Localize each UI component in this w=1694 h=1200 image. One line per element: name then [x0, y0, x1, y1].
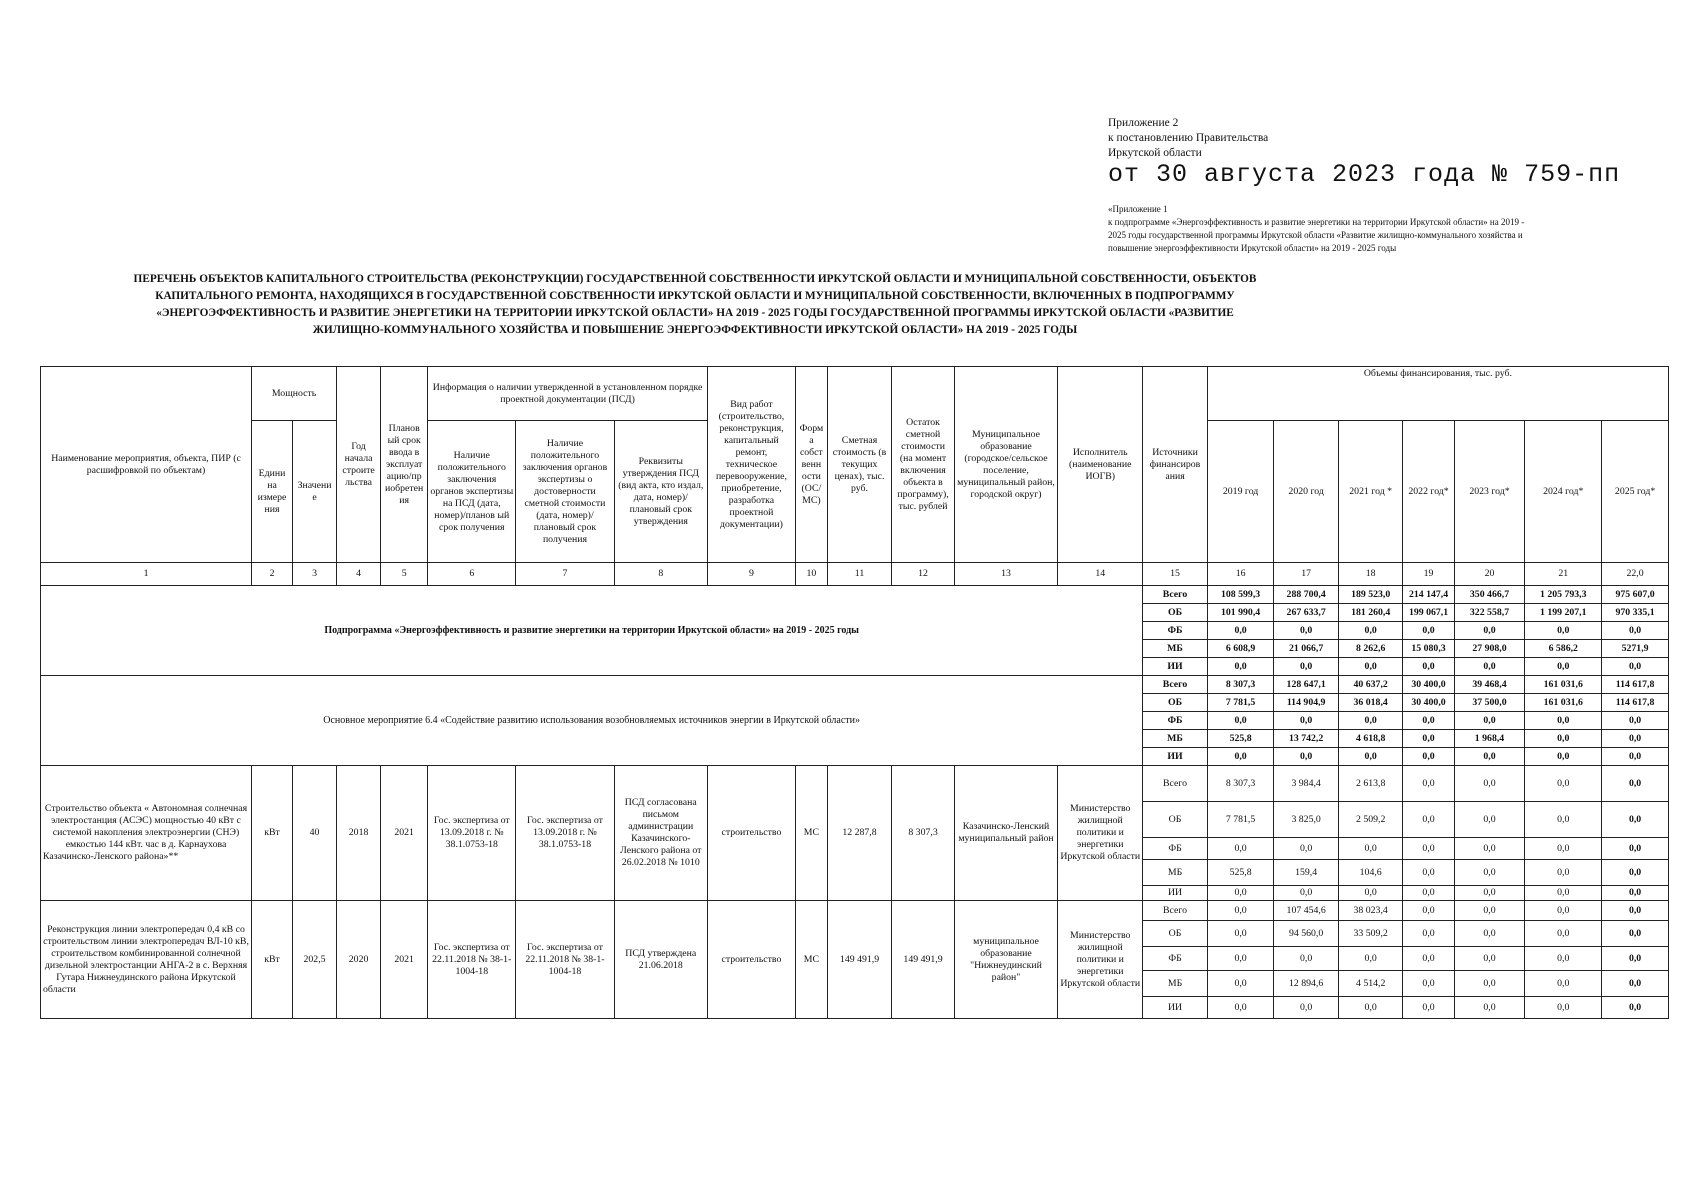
object-expertise: Гос. экспертиза от 13.09.2018 г. № 38.1.0753-18	[428, 766, 516, 901]
funding-value: 114 617,8	[1602, 676, 1669, 694]
funding-value: 4 514,2	[1338, 971, 1403, 997]
funding-value: 161 031,6	[1525, 676, 1602, 694]
header-requisites: Реквизиты утверждения ПСД (вид акта, кто издал, дата, номер)/плановый срок утверждения	[614, 421, 707, 563]
funding-value: 288 700,4	[1274, 586, 1339, 604]
funding-value: 181 260,4	[1338, 604, 1403, 622]
funding-source: Всего	[1143, 766, 1208, 802]
funding-value: 0,0	[1338, 947, 1403, 971]
column-number: 21	[1525, 563, 1602, 586]
column-number: 9	[707, 563, 795, 586]
funding-value: 0,0	[1525, 622, 1602, 640]
header-name: Наименование мероприятия, объекта, ПИР (с расшифровкой по объектам)	[41, 367, 252, 563]
column-number: 8	[614, 563, 707, 586]
funding-value: 0,0	[1274, 886, 1339, 901]
object-capacity: 202,5	[293, 901, 337, 1019]
funding-row	[41, 676, 1669, 694]
funding-value: 0,0	[1454, 802, 1525, 838]
funding-value: 0,0	[1403, 802, 1454, 838]
funding-value: 128 647,1	[1274, 676, 1339, 694]
funding-value: 161 031,6	[1525, 694, 1602, 712]
funding-value: 0,0	[1338, 748, 1403, 766]
funding-value: 199 067,1	[1403, 604, 1454, 622]
subprogram-section	[41, 586, 1669, 676]
column-number: 6	[428, 563, 516, 586]
funding-source: Всего	[1143, 676, 1208, 694]
header-year: 2021 год *	[1338, 421, 1403, 563]
funding-value: 0,0	[1274, 658, 1339, 676]
funding-value: 0,0	[1602, 947, 1669, 971]
object-executor: Министерство жилищной политики и энергетики Иркутской области	[1058, 766, 1143, 901]
header-start-year: Год начала строите льства	[337, 367, 381, 563]
funding-value: 0,0	[1454, 901, 1525, 921]
funding-value: 30 400,0	[1403, 694, 1454, 712]
funding-value: 0,0	[1403, 766, 1454, 802]
funding-value: 0,0	[1525, 886, 1602, 901]
funding-value: 0,0	[1403, 997, 1454, 1019]
column-number: 3	[293, 563, 337, 586]
object-name: Строительство объекта « Автономная солнечная электростанция (АСЭС) мощностью 40 кВт с системой накопления электроэнергии (СНЭ) емкостью 144 кВт. час в д. Карнаухова Казачинско-Ленского района»**	[41, 766, 252, 901]
object-start-year: 2018	[337, 766, 381, 901]
funding-value: 0,0	[1602, 886, 1669, 901]
object-unit: кВт	[252, 901, 293, 1019]
funding-value: 12 894,6	[1274, 971, 1339, 997]
funding-value: 0,0	[1454, 712, 1525, 730]
funding-row	[41, 766, 1669, 802]
object-planned-year: 2021	[381, 766, 428, 901]
funding-value: 0,0	[1454, 622, 1525, 640]
funding-value: 1 205 793,3	[1525, 586, 1602, 604]
quote-line: повышение энергоэффективности Иркутской области» на 2019 - 2025 годы	[1108, 243, 1397, 253]
funding-value: 0,0	[1274, 622, 1339, 640]
appendix-line: к постановлению Правительства	[1108, 132, 1269, 144]
object-work-type: строительство	[707, 766, 795, 901]
funding-value: 0,0	[1602, 838, 1669, 860]
funding-value: 0,0	[1602, 730, 1669, 748]
funding-value: 0,0	[1525, 860, 1602, 886]
funding-value: 0,0	[1602, 658, 1669, 676]
funding-value: 0,0	[1525, 802, 1602, 838]
funding-value: 0,0	[1602, 971, 1669, 997]
column-number: 19	[1403, 563, 1454, 586]
funding-value: 0,0	[1274, 748, 1339, 766]
header-year: 2025 год*	[1602, 421, 1669, 563]
funding-value: 0,0	[1207, 997, 1274, 1019]
object-cost: 149 491,9	[827, 901, 892, 1019]
funding-value: 15 080,3	[1403, 640, 1454, 658]
object-name: Реконструкция линии электропередач 0,4 кВ со строительством линии электропередач ВЛ-10 кВ, строительством комбинированной солнечной дизельной электростанции АНГА-2 в с. Верхняя Гутара Нижнеудинского района Иркутской области	[41, 901, 252, 1019]
funding-value: 30 400,0	[1403, 676, 1454, 694]
funding-value: 1 199 207,1	[1525, 604, 1602, 622]
funding-value: 39 468,4	[1454, 676, 1525, 694]
decree-date-number: от 30 августа 2023 года № 759-пп	[1108, 160, 1621, 189]
funding-value: 38 023,4	[1338, 901, 1403, 921]
funding-value: 0,0	[1525, 921, 1602, 947]
funding-value: 322 558,7	[1454, 604, 1525, 622]
column-number: 10	[796, 563, 828, 586]
quote-line: 2025 годы государственной программы Иркутской области «Развитие жилищно-коммунального хозяйства и	[1108, 230, 1523, 240]
funding-value: 33 509,2	[1338, 921, 1403, 947]
header-work-type: Вид работ (строительство, реконструкция, капитальный ремонт, техническое перевооружение, приобретение, разработка проектной документации)	[707, 367, 795, 563]
appendix-block	[1108, 116, 1688, 255]
document-title	[40, 271, 1350, 339]
column-number: 13	[954, 563, 1057, 586]
funding-value: 0,0	[1525, 766, 1602, 802]
object-expertise: Гос. экспертиза от 22.11.2018 № 38-1-1004-18	[428, 901, 516, 1019]
object-psd-requisites: ПСД утверждена 21.06.2018	[614, 901, 707, 1019]
funding-value: 6 608,9	[1207, 640, 1274, 658]
funding-value: 0,0	[1338, 886, 1403, 901]
funding-value: 0,0	[1602, 921, 1669, 947]
funding-value: 0,0	[1454, 971, 1525, 997]
funding-source: Всего	[1143, 901, 1208, 921]
objects-table	[40, 366, 1669, 1019]
column-numbers-row	[41, 563, 1669, 586]
funding-value: 0,0	[1403, 622, 1454, 640]
column-number: 12	[892, 563, 954, 586]
activity-label: Основное мероприятие 6.4 «Содействие развитию использования возобновляемых источников энергии в Иркутской области»	[41, 676, 1143, 766]
quote-line: к подпрограмме «Энергоэффективность и развитие энергетики на территории Иркутской области» на 2019 -	[1108, 217, 1525, 227]
header-year: 2022 год*	[1403, 421, 1454, 563]
funding-value: 0,0	[1602, 622, 1669, 640]
header-year: 2024 год*	[1525, 421, 1602, 563]
funding-source: ФБ	[1143, 838, 1208, 860]
object-section	[41, 766, 1669, 901]
funding-value: 0,0	[1403, 838, 1454, 860]
funding-value: 0,0	[1454, 886, 1525, 901]
funding-value: 525,8	[1207, 730, 1274, 748]
column-number: 2	[252, 563, 293, 586]
funding-value: 0,0	[1403, 886, 1454, 901]
funding-value: 0,0	[1602, 802, 1669, 838]
funding-value: 0,0	[1602, 901, 1669, 921]
funding-value: 4 618,8	[1338, 730, 1403, 748]
funding-value: 2 509,2	[1338, 802, 1403, 838]
funding-value: 0,0	[1207, 947, 1274, 971]
funding-source: ИИ	[1143, 997, 1208, 1019]
funding-value: 267 633,7	[1274, 604, 1339, 622]
object-planned-year: 2021	[381, 901, 428, 1019]
object-estimate-expertise: Гос. экспертиза от 22.11.2018 № 38-1-1004-18	[516, 901, 614, 1019]
funding-value: 0,0	[1525, 971, 1602, 997]
funding-value: 0,0	[1338, 712, 1403, 730]
funding-value: 7 781,5	[1207, 694, 1274, 712]
object-ownership: МС	[796, 766, 828, 901]
funding-source: ФБ	[1143, 712, 1208, 730]
funding-value: 970 335,1	[1602, 604, 1669, 622]
funding-source: МБ	[1143, 971, 1208, 997]
funding-value: 0,0	[1403, 901, 1454, 921]
funding-value: 159,4	[1274, 860, 1339, 886]
header-estimate: Наличие положительного заключения органов экспертизы о достоверности сметной стоимости (дата, номер)/плановый срок получения	[516, 421, 614, 563]
funding-value: 350 466,7	[1454, 586, 1525, 604]
funding-value: 36 018,4	[1338, 694, 1403, 712]
funding-value: 114 617,8	[1602, 694, 1669, 712]
funding-row	[41, 586, 1669, 604]
object-work-type: строительство	[707, 901, 795, 1019]
funding-value: 5271,9	[1602, 640, 1669, 658]
funding-value: 0,0	[1207, 748, 1274, 766]
funding-value: 0,0	[1525, 947, 1602, 971]
funding-value: 0,0	[1454, 658, 1525, 676]
funding-value: 0,0	[1454, 947, 1525, 971]
funding-source: МБ	[1143, 640, 1208, 658]
header-executor: Исполнитель (наименование ИОГВ)	[1058, 367, 1143, 563]
funding-value: 8 262,6	[1338, 640, 1403, 658]
object-estimate-expertise: Гос. экспертиза от 13.09.2018 г. № 38.1.0753-18	[516, 766, 614, 901]
funding-value: 27 908,0	[1454, 640, 1525, 658]
funding-source: МБ	[1143, 860, 1208, 886]
funding-value: 3 984,4	[1274, 766, 1339, 802]
funding-value: 0,0	[1338, 997, 1403, 1019]
funding-value: 37 500,0	[1454, 694, 1525, 712]
header-year: 2020 год	[1274, 421, 1339, 563]
funding-value: 0,0	[1207, 622, 1274, 640]
header-municipality: Муниципальное образование (городское/сельское поселение, муниципальный район, городской округ)	[954, 367, 1057, 563]
funding-value: 0,0	[1207, 921, 1274, 947]
funding-value: 0,0	[1338, 658, 1403, 676]
funding-value: 0,0	[1403, 921, 1454, 947]
funding-value: 40 637,2	[1338, 676, 1403, 694]
header-unit: Едини на измере ния	[252, 421, 293, 563]
funding-value: 0,0	[1454, 766, 1525, 802]
header-capacity: Мощность	[252, 367, 337, 421]
funding-value: 0,0	[1602, 766, 1669, 802]
appendix-line: Приложение 2	[1108, 117, 1179, 129]
funding-value: 0,0	[1403, 712, 1454, 730]
funding-value: 975 607,0	[1602, 586, 1669, 604]
header-planned: Планов ый срок ввода в эксплуат ацию/пр иобретен ия	[381, 367, 428, 563]
header-year: 2023 год*	[1454, 421, 1525, 563]
funding-value: 101 990,4	[1207, 604, 1274, 622]
funding-value: 0,0	[1525, 838, 1602, 860]
funding-value: 0,0	[1525, 997, 1602, 1019]
title-line: ЖИЛИЩНО-КОММУНАЛЬНОГО ХОЗЯЙСТВА И ПОВЫШЕНИЕ ЭНЕРГОЭФФЕКТИВНОСТИ ИРКУТСКОЙ ОБЛАСТИ» НА 2019 - 2025 ГОДЫ	[312, 324, 1078, 336]
funding-value: 104,6	[1338, 860, 1403, 886]
object-capacity: 40	[293, 766, 337, 901]
funding-value: 107 454,6	[1274, 901, 1339, 921]
header-value: Значени е	[293, 421, 337, 563]
column-number: 18	[1338, 563, 1403, 586]
column-number: 15	[1143, 563, 1208, 586]
funding-value: 0,0	[1602, 997, 1669, 1019]
column-number: 14	[1058, 563, 1143, 586]
funding-value: 0,0	[1274, 838, 1339, 860]
funding-value: 8 307,3	[1207, 676, 1274, 694]
funding-value: 0,0	[1602, 860, 1669, 886]
funding-value: 6 586,2	[1525, 640, 1602, 658]
funding-value: 0,0	[1525, 901, 1602, 921]
funding-value: 0,0	[1338, 838, 1403, 860]
object-psd-requisites: ПСД согласована письмом администрации Казачинского-Ленского района от 26.02.2018 № 1010	[614, 766, 707, 901]
funding-value: 8 307,3	[1207, 766, 1274, 802]
object-remainder: 8 307,3	[892, 766, 954, 901]
funding-source: ОБ	[1143, 921, 1208, 947]
funding-source: ИИ	[1143, 658, 1208, 676]
funding-value: 0,0	[1338, 622, 1403, 640]
funding-value: 1 968,4	[1454, 730, 1525, 748]
title-line: КАПИТАЛЬНОГО РЕМОНТА, НАХОДЯЩИХСЯ В ГОСУДАРСТВЕННОЙ СОБСТВЕННОСТИ ИРКУТСКОЙ ОБЛАСТИ И МУНИЦИПАЛЬНОЙ СОБСТВЕННОСТИ, ВКЛЮЧЕННЫХ В ПОДПРОГРАММУ	[155, 290, 1235, 302]
header-positive: Наличие положительного заключения органов экспертизы на ПСД (дата, номер)/планов ый срок получения	[428, 421, 516, 563]
funding-value: 21 066,7	[1274, 640, 1339, 658]
object-cost: 12 287,8	[827, 766, 892, 901]
object-municipality: муниципальное образование "Нижнеудинский район"	[954, 901, 1057, 1019]
object-ownership: МС	[796, 901, 828, 1019]
funding-value: 94 560,0	[1274, 921, 1339, 947]
appendix-line: Иркутской области	[1108, 147, 1202, 159]
title-line: ПЕРЕЧЕНЬ ОБЪЕКТОВ КАПИТАЛЬНОГО СТРОИТЕЛЬСТВА (РЕКОНСТРУКЦИИ) ГОСУДАРСТВЕННОЙ СОБСТВЕННОСТИ ИРКУТСКОЙ ОБЛАСТИ И МУНИЦИПАЛЬНОЙ СОБСТВЕННОСТИ, ОБЪЕКТОВ	[133, 273, 1257, 285]
funding-value: 0,0	[1403, 971, 1454, 997]
quote-line: «Приложение 1	[1108, 204, 1168, 214]
funding-source: ФБ	[1143, 622, 1208, 640]
column-number: 5	[381, 563, 428, 586]
funding-value: 0,0	[1403, 947, 1454, 971]
object-municipality: Казачинско-Ленский муниципальный район	[954, 766, 1057, 901]
column-number: 7	[516, 563, 614, 586]
funding-value: 0,0	[1207, 971, 1274, 997]
header-remainder: Остаток сметной стоимости (на момент включения объекта в программу), тыс. рублей	[892, 367, 954, 563]
funding-value: 0,0	[1454, 838, 1525, 860]
funding-value: 0,0	[1207, 712, 1274, 730]
header-psd-info: Информация о наличии утвержденной в установленном порядке проектной документации (ПСД)	[428, 367, 708, 421]
funding-source: ОБ	[1143, 694, 1208, 712]
funding-value: 0,0	[1454, 997, 1525, 1019]
object-unit: кВт	[252, 766, 293, 901]
quote-appendix	[1108, 203, 1688, 255]
funding-value: 0,0	[1274, 997, 1339, 1019]
object-remainder: 149 491,9	[892, 901, 954, 1019]
funding-value: 0,0	[1207, 886, 1274, 901]
column-number: 22,0	[1602, 563, 1669, 586]
funding-source: ИИ	[1143, 748, 1208, 766]
column-number: 4	[337, 563, 381, 586]
object-executor: Министерство жилищной политики и энергетики Иркутской области	[1058, 901, 1143, 1019]
activity-section	[41, 676, 1669, 766]
funding-value: 0,0	[1525, 730, 1602, 748]
funding-value: 0,0	[1454, 748, 1525, 766]
column-number: 16	[1207, 563, 1274, 586]
column-number: 1	[41, 563, 252, 586]
funding-value: 0,0	[1403, 748, 1454, 766]
funding-value: 0,0	[1274, 947, 1339, 971]
header-funding: Объемы финансирования, тыс. руб.	[1207, 367, 1668, 421]
funding-value: 525,8	[1207, 860, 1274, 886]
header-sources: Источники финансиров ания	[1143, 367, 1208, 563]
funding-value: 0,0	[1403, 860, 1454, 886]
column-number: 11	[827, 563, 892, 586]
funding-value: 0,0	[1207, 901, 1274, 921]
object-section	[41, 901, 1669, 1019]
title-line: «ЭНЕРГОЭФФЕКТИВНОСТЬ И РАЗВИТИЕ ЭНЕРГЕТИКИ НА ТЕРРИТОРИИ ИРКУТСКОЙ ОБЛАСТИ» НА 2019 - 2025 ГОДЫ ГОСУДАРСТВЕННОЙ ПРОГРАММЫ ИРКУТСКОЙ ОБЛАСТИ «РАЗВИТИЕ	[156, 307, 1234, 319]
funding-source: МБ	[1143, 730, 1208, 748]
subprogram-label: Подпрограмма «Энергоэффективность и развитие энергетики на территории Иркутской области» на 2019 - 2025 годы	[41, 586, 1143, 676]
object-start-year: 2020	[337, 901, 381, 1019]
funding-value: 13 742,2	[1274, 730, 1339, 748]
funding-source: ОБ	[1143, 802, 1208, 838]
funding-source: ИИ	[1143, 886, 1208, 901]
header-year: 2019 год	[1207, 421, 1274, 563]
column-number: 20	[1454, 563, 1525, 586]
header-ownership: Форм а собст венн ости (ОС/ МС)	[796, 367, 828, 563]
funding-value: 0,0	[1454, 860, 1525, 886]
column-number: 17	[1274, 563, 1339, 586]
funding-value: 114 904,9	[1274, 694, 1339, 712]
funding-row	[41, 901, 1669, 921]
funding-source: ФБ	[1143, 947, 1208, 971]
funding-value: 3 825,0	[1274, 802, 1339, 838]
header-cost: Сметная стоимость (в текущих ценах), тыс. руб.	[827, 367, 892, 563]
funding-value: 189 523,0	[1338, 586, 1403, 604]
funding-value: 0,0	[1454, 921, 1525, 947]
funding-value: 0,0	[1602, 748, 1669, 766]
funding-value: 0,0	[1602, 712, 1669, 730]
funding-value: 0,0	[1525, 712, 1602, 730]
funding-value: 214 147,4	[1403, 586, 1454, 604]
funding-value: 0,0	[1403, 658, 1454, 676]
funding-source: ОБ	[1143, 604, 1208, 622]
funding-value: 0,0	[1207, 838, 1274, 860]
funding-source: Всего	[1143, 586, 1208, 604]
funding-value: 0,0	[1207, 658, 1274, 676]
funding-value: 0,0	[1403, 730, 1454, 748]
funding-value: 2 613,8	[1338, 766, 1403, 802]
funding-value: 0,0	[1274, 712, 1339, 730]
funding-value: 7 781,5	[1207, 802, 1274, 838]
funding-value: 0,0	[1525, 748, 1602, 766]
funding-value: 0,0	[1525, 658, 1602, 676]
funding-value: 108 599,3	[1207, 586, 1274, 604]
